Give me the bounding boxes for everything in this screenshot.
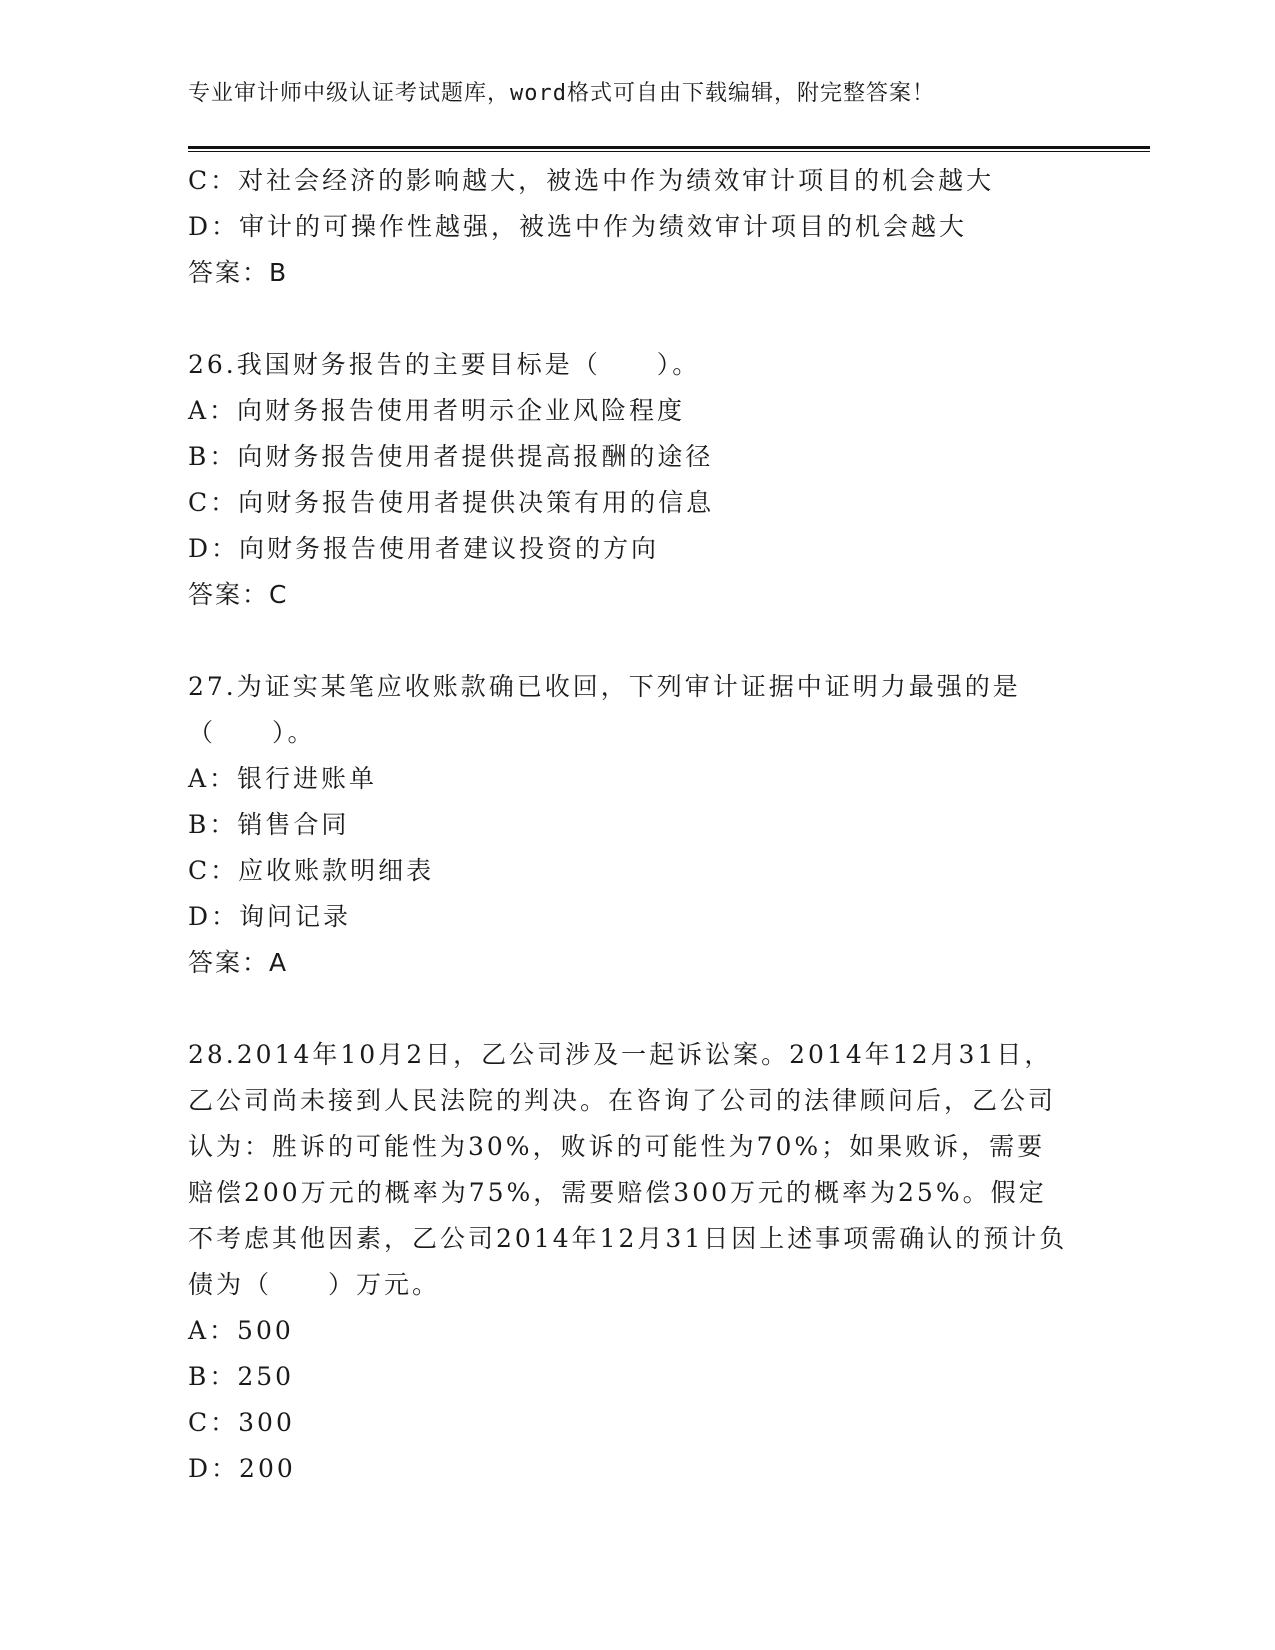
question-stem: 27.为证实某笔应收账款确已收回，下列审计证据中证明力最强的是（ ）。 bbox=[188, 672, 1021, 747]
option-a: A：500 bbox=[188, 1316, 294, 1345]
answer: 答案：A bbox=[188, 948, 289, 977]
spacer bbox=[188, 296, 1088, 342]
question-28 bbox=[188, 1032, 1088, 1492]
option-b: B：向财务报告使用者提供提高报酬的途径 bbox=[188, 442, 714, 471]
answer: 答案：C bbox=[188, 580, 289, 609]
option-a: A：向财务报告使用者明示企业风险程度 bbox=[188, 396, 686, 425]
option-c: C：应收账款明细表 bbox=[188, 856, 435, 885]
question-stem: 28.2014年10月2日，乙公司涉及一起诉讼案。2014年12月31日，乙公司尚未接到人民法院的判决。在咨询了公司的法律顾问后，乙公司认为：胜诉的可能性为30%，败诉的可能性为70%；如果败诉，需要赔偿200万元的概率为75%，需要赔偿300万元的概率为25%。假定不考虑其他因素，乙公司2014年12月31日因上述事项需确认的预计负债为（ ）万元。 bbox=[188, 1040, 1068, 1299]
question-list bbox=[188, 158, 1088, 1492]
option-d: D：询问记录 bbox=[188, 902, 352, 931]
option-b: B：250 bbox=[188, 1362, 295, 1391]
option-d: D：200 bbox=[188, 1454, 296, 1483]
spacer bbox=[188, 618, 1088, 664]
question-stem: 26.我国财务报告的主要目标是（ ）。 bbox=[188, 350, 701, 379]
option-d: D：向财务报告使用者建议投资的方向 bbox=[188, 534, 660, 563]
question-25 bbox=[188, 158, 1088, 296]
option-c: C：向财务报告使用者提供决策有用的信息 bbox=[188, 488, 715, 517]
page-header: 专业审计师中级认证考试题库，word格式可自由下载编辑，附完整答案！ bbox=[188, 81, 935, 106]
option-c: C：对社会经济的影响越大，被选中作为绩效审计项目的机会越大 bbox=[188, 166, 995, 195]
question-26 bbox=[188, 342, 1088, 618]
header-rule-thick bbox=[188, 146, 1150, 149]
option-d: D：审计的可操作性越强，被选中作为绩效审计项目的机会越大 bbox=[188, 212, 968, 241]
option-a: A：银行进账单 bbox=[188, 764, 378, 793]
option-c: C：300 bbox=[188, 1408, 295, 1437]
option-b: B：销售合同 bbox=[188, 810, 350, 839]
header-rule-thin bbox=[188, 151, 1150, 152]
spacer bbox=[188, 986, 1088, 1032]
question-27 bbox=[188, 664, 1088, 986]
answer: 答案：B bbox=[188, 258, 289, 287]
